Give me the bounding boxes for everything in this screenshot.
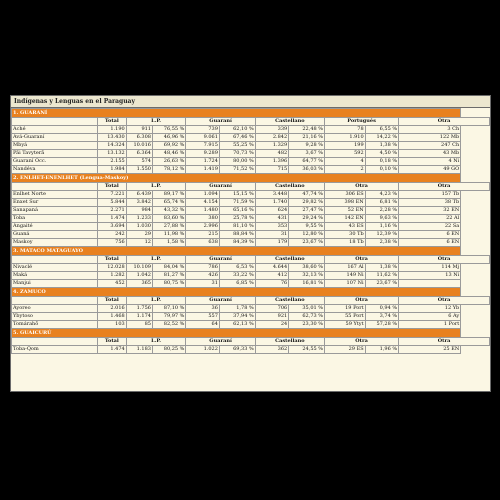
table-cell: 4.154 [186,199,219,207]
table-cell: 32 EN [399,207,461,215]
table-cell: 29 ES [325,346,366,354]
table-cell: 1,78 % [219,305,255,313]
table-cell: 29,24 % [289,215,325,223]
column-header-otra: Otra [399,183,490,191]
table-cell: 71,52 % [219,166,255,174]
table-cell: 67,46 % [219,134,255,142]
row-label: Avá-Guaraní [12,134,98,142]
table-cell: 739 [186,126,219,134]
table-cell: 574 [126,158,152,166]
table-cell: 19 Port [325,305,366,313]
table-cell: 57,28 % [365,321,398,329]
table-cell: 1.233 [126,215,152,223]
table-cell: 6.364 [126,150,152,158]
table-cell: 13 Ni [399,272,461,280]
table-cell: 43,32 % [152,207,185,215]
table-cell: 215 [186,231,219,239]
table-cell: 10.109 [126,264,152,272]
table-cell: 80,00 % [219,158,255,166]
table-cell: 1.756 [126,305,152,313]
table-cell: 12 Yb [399,305,461,313]
table-cell: 6 EN [399,239,461,247]
table-cell: 4,50 % [365,150,398,158]
table-cell: 82,52 % [152,321,185,329]
table-cell: 2,28 % [365,207,398,215]
column-header-lp: L.P. [126,183,186,191]
row-label: Ayoreo [12,305,98,313]
table-cell: 1.984 [98,166,127,174]
table-cell: 55 Port [325,313,366,321]
table-cell: 306 ES [325,191,366,199]
row-label: Maká [12,272,98,280]
section-title: 4. ZAMUCO [12,288,461,297]
table-cell: 38 Tb [399,199,461,207]
column-header-lp: L.P. [126,338,186,346]
table-cell: 12 [126,239,152,247]
table-cell: 22,48 % [289,126,325,134]
table-cell: 0,18 % [365,158,398,166]
table-cell: 36 [186,305,219,313]
section-header [12,109,490,118]
table-cell: 426 [186,272,219,280]
table-cell: 638 [186,239,219,247]
table-cell: 179 [255,239,288,247]
column-header-guarani: Guaraní [186,297,255,305]
table-cell: 431 [255,215,288,223]
row-label: Angaité [12,223,98,231]
table-cell: 1.030 [126,223,152,231]
column-header-otra: Otra [399,338,490,346]
table-cell: 1,16 % [365,223,398,231]
row-label: Ybytoso [12,313,98,321]
column-header-guarani: Guaraní [186,183,255,191]
table-cell: 911 [126,126,152,134]
table-cell: 6.439 [126,191,152,199]
table-cell: 23,67 % [289,239,325,247]
table-cell: 3,74 % [365,313,398,321]
column-header-row [12,256,490,264]
table-cell: 37,94 % [219,313,255,321]
table-cell: 557 [186,313,219,321]
table-cell: 32,13 % [289,272,325,280]
table-cell: 71,59 % [219,199,255,207]
table-cell: 62,10 % [219,126,255,134]
table-row [12,158,490,166]
column-header-otra: Otra [325,183,399,191]
column-header-total: Total [98,297,127,305]
header-blank [12,338,98,346]
table-cell: 9,63 % [365,215,398,223]
table-cell: 149 Ni [325,272,366,280]
table-cell: 242 [98,231,127,239]
table-cell: 2.155 [98,158,127,166]
row-label: Pãi Tavyterã [12,150,98,158]
section-title: 1. GUARANÍ [12,109,461,118]
column-header-otra: Otra [325,256,399,264]
table-cell: 380 [186,215,219,223]
row-label: Sanapaná [12,207,98,215]
document-title: Indígenas y Lenguas en el Paraguay [11,96,490,108]
column-header-guarani: Guaraní [186,338,255,346]
column-header-total: Total [98,183,127,191]
table-cell: 33,22 % [219,272,255,280]
table-cell: 1.419 [186,166,219,174]
column-header-castellano: Castellano [255,297,324,305]
table-cell: 64 [186,321,219,329]
table-row [12,191,490,199]
column-header-castellano: Castellano [255,256,324,264]
table-cell: 1.740 [255,199,288,207]
table-cell: 26,63 % [152,158,185,166]
table-cell: 62,13 % [219,321,255,329]
table-cell: 1.329 [255,142,288,150]
table-cell: 14.324 [98,142,127,150]
table-cell: 64,77 % [289,158,325,166]
table-cell: 6,81 % [365,199,398,207]
table-cell: 27,88 % [152,223,185,231]
table-cell: 4 [325,158,366,166]
table-cell: 1.094 [186,191,219,199]
table-cell: 25 EN [399,346,461,354]
section-title: 3. MATACO MATAGUAYO [12,247,461,256]
table-cell: 247 Ch [399,142,461,150]
table-cell: 76 [255,280,288,288]
table-cell: 70,73 % [219,150,255,158]
table-cell: 65,16 % [219,207,255,215]
table-cell: 69,33 % [219,346,255,354]
row-label: Maskoy [12,239,98,247]
row-label: Guaná [12,231,98,239]
section-header [12,329,490,338]
row-label: Guaraní Occ. [12,158,98,166]
table-cell: 339 [255,126,288,134]
table-cell: 1 Port [399,321,461,329]
column-header-castellano: Castellano [255,338,324,346]
table-cell: 21,16 % [289,134,325,142]
table-cell: 1.174 [126,313,152,321]
table-cell: 6.308 [126,134,152,142]
table-row [12,280,490,288]
table-cell: 78 [325,126,366,134]
table-cell: 29 [126,231,152,239]
table-cell: 12,39 % [365,231,398,239]
table-cell: 624 [255,207,288,215]
table-row [12,346,490,354]
column-header-total: Total [98,118,127,126]
column-header-portugues: Portugués [325,118,399,126]
column-header-row [12,338,490,346]
column-header-castellano: Castellano [255,183,324,191]
row-label: Mbyá [12,142,98,150]
column-header-row [12,183,490,191]
table-cell: 78,12 % [152,166,185,174]
table-cell: 9,28 % [289,142,325,150]
table-row [12,126,490,134]
table-cell: 49 GO [399,166,461,174]
table-cell: 55,25 % [219,142,255,150]
table-cell: 22 Sa [399,223,461,231]
table-cell: 11,62 % [365,272,398,280]
table-cell: 482 [255,150,288,158]
column-header-otra: Otra [325,338,399,346]
table-cell: 2 [325,166,366,174]
row-label: Manjui [12,280,98,288]
column-header-otra: Otra [399,297,490,305]
table-cell [399,280,461,288]
table-cell: 2.996 [186,223,219,231]
table-cell: 365 [126,280,152,288]
column-header-castellano: Castellano [255,118,324,126]
table-cell: 1.042 [126,272,152,280]
table-cell: 3.694 [98,223,127,231]
table-cell: 7.221 [98,191,127,199]
table-cell: 69,92 % [152,142,185,150]
table-cell: 84,39 % [219,239,255,247]
table-cell: 1.190 [98,126,127,134]
table-cell: 16,81 % [289,280,325,288]
row-label: Toba [12,215,98,223]
row-label: Toba-Qom [12,346,98,354]
table-cell: 3.842 [126,199,152,207]
table-cell: 79,97 % [152,313,185,321]
row-label: Nivaclé [12,264,98,272]
table-cell: 9.061 [186,134,219,142]
table-cell: 786 [186,264,219,272]
table-row [12,215,490,223]
table-cell: 1.282 [98,272,127,280]
language-table [11,108,490,354]
section-header [12,288,490,297]
column-header-lp: L.P. [126,256,186,264]
section-title: 5. GUAICURÚ [12,329,461,338]
table-cell: 46,96 % [152,134,185,142]
table-cell: 2.016 [98,305,127,313]
table-cell: 2.271 [98,207,127,215]
table-cell: 23,67 % [365,280,398,288]
table-cell: 31 [186,280,219,288]
table-cell: 1.474 [98,346,127,354]
header-blank [12,118,98,126]
column-header-row [12,118,490,126]
table-cell: 38,60 % [289,264,325,272]
table-cell: 12,80 % [289,231,325,239]
table-cell: 23,30 % [289,321,325,329]
table-cell: 10.016 [126,142,152,150]
document-page [10,95,491,392]
table-cell: 157 Tb [399,191,461,199]
column-header-total: Total [98,338,127,346]
table-row [12,305,490,313]
table-cell: 80,25 % [152,346,185,354]
table-row [12,142,490,150]
table-cell: 18 Tb [325,239,366,247]
table-cell: 30 Tb [325,231,366,239]
table-cell: 103 [98,321,127,329]
table-row [12,223,490,231]
table-cell: 25,78 % [219,215,255,223]
table-cell: 452 [98,280,127,288]
table-cell: 412 [255,272,288,280]
table-cell: 27,47 % [289,207,325,215]
table-cell: 14,22 % [365,134,398,142]
table-cell: 81,10 % [219,223,255,231]
table-cell: 921 [255,313,288,321]
table-cell: 9.289 [186,150,219,158]
table-row [12,150,490,158]
table-cell: 0,10 % [365,166,398,174]
table-row [12,272,490,280]
table-cell: 398 EN [325,199,366,207]
table-cell: 2,38 % [365,239,398,247]
table-cell: 4,23 % [365,191,398,199]
row-label: Enlhet Norte [12,191,98,199]
table-cell: 11,98 % [152,231,185,239]
table-cell: 76,55 % [152,126,185,134]
row-label: Aché [12,126,98,134]
table-cell: 1.183 [126,346,152,354]
table-cell: 353 [255,223,288,231]
table-cell: 13.430 [98,134,127,142]
table-cell: 1.910 [325,134,366,142]
table-cell: 47,74 % [289,191,325,199]
table-cell: 84,04 % [152,264,185,272]
table-cell: 80,75 % [152,280,185,288]
column-header-lp: L.P. [126,118,186,126]
table-cell: 1,38 % [365,142,398,150]
table-cell: 142 EN [325,215,366,223]
table-cell: 12.028 [98,264,127,272]
table-cell: 2.842 [255,134,288,142]
section-header [12,174,490,183]
column-header-total: Total [98,256,127,264]
table-cell: 62,73 % [289,313,325,321]
table-cell: 1,58 % [152,239,185,247]
table-cell: 6 EN [399,231,461,239]
table-cell: 22 Al [399,215,461,223]
table-cell: 6,85 % [219,280,255,288]
table-cell: 0,94 % [365,305,398,313]
table-cell: 5.844 [98,199,127,207]
table-cell: 43 Mb [399,150,461,158]
table-cell: 85 [126,321,152,329]
table-row [12,264,490,272]
table-cell: 89,17 % [152,191,185,199]
column-header-row [12,297,490,305]
table-cell: 59 Ytyt [325,321,366,329]
table-row [12,207,490,215]
table-cell: 984 [126,207,152,215]
row-label: Enxet Sur [12,199,98,207]
table-cell: 31 [255,231,288,239]
table-row [12,313,490,321]
table-cell: 6,53 % [219,264,255,272]
table-cell: 1.396 [255,158,288,166]
column-header-guarani: Guaraní [186,118,255,126]
table-row [12,231,490,239]
table-cell: 1.474 [98,215,127,223]
column-header-guarani: Guaraní [186,256,255,264]
header-blank [12,256,98,264]
table-cell: 107 Ni [325,280,366,288]
table-cell: 1.022 [186,346,219,354]
table-cell: 756 [98,239,127,247]
table-cell: 706 [255,305,288,313]
row-label: Tomárahõ [12,321,98,329]
table-cell: 3.448 [255,191,288,199]
table-row [12,239,490,247]
column-header-otra: Otra [325,297,399,305]
table-cell: 36,03 % [289,166,325,174]
table-cell: 1,96 % [365,346,398,354]
table-cell: 48,46 % [152,150,185,158]
header-blank [12,183,98,191]
table-row [12,321,490,329]
table-cell: 362 [255,346,288,354]
table-cell: 1.550 [126,166,152,174]
table-cell: 4 Ni [399,158,461,166]
table-cell: 1.480 [186,207,219,215]
table-cell: 7.915 [186,142,219,150]
table-cell: 3 Ch [399,126,461,134]
table-row [12,134,490,142]
table-cell: 4.644 [255,264,288,272]
table-cell: 87,10 % [152,305,185,313]
table-cell: 24,55 % [289,346,325,354]
table-cell: 3,67 % [289,150,325,158]
table-cell: 83,60 % [152,215,185,223]
table-cell: 199 [325,142,366,150]
table-cell: 715 [255,166,288,174]
table-row [12,199,490,207]
table-cell: 592 [325,150,366,158]
table-cell: 1,38 % [365,264,398,272]
table-cell: 88,84 % [219,231,255,239]
table-cell: 65,74 % [152,199,185,207]
section-title: 2. ENLHET-ENENLHET (Lengua-Maskoy) [12,174,461,183]
table-cell: 122 Mb [399,134,461,142]
table-cell: 13.132 [98,150,127,158]
table-cell: 6,55 % [365,126,398,134]
table-cell: 9,55 % [289,223,325,231]
table-cell: 6 Ay [399,313,461,321]
column-header-lp: L.P. [126,297,186,305]
table-cell: 15,15 % [219,191,255,199]
table-cell: 81,27 % [152,272,185,280]
header-blank [12,297,98,305]
table-cell: 43 ES [325,223,366,231]
row-label: Ñandéva [12,166,98,174]
table-cell: 24 [255,321,288,329]
table-cell: 1.468 [98,313,127,321]
section-header [12,247,490,256]
table-cell: 52 EN [325,207,366,215]
table-cell: 167 Al [325,264,366,272]
table-cell: 114 Mj [399,264,461,272]
column-header-otra: Otra [399,256,490,264]
column-header-otra: Otra [399,118,490,126]
table-cell: 1.724 [186,158,219,166]
table-row [12,166,490,174]
table-cell: 35,01 % [289,305,325,313]
table-cell: 29,82 % [289,199,325,207]
